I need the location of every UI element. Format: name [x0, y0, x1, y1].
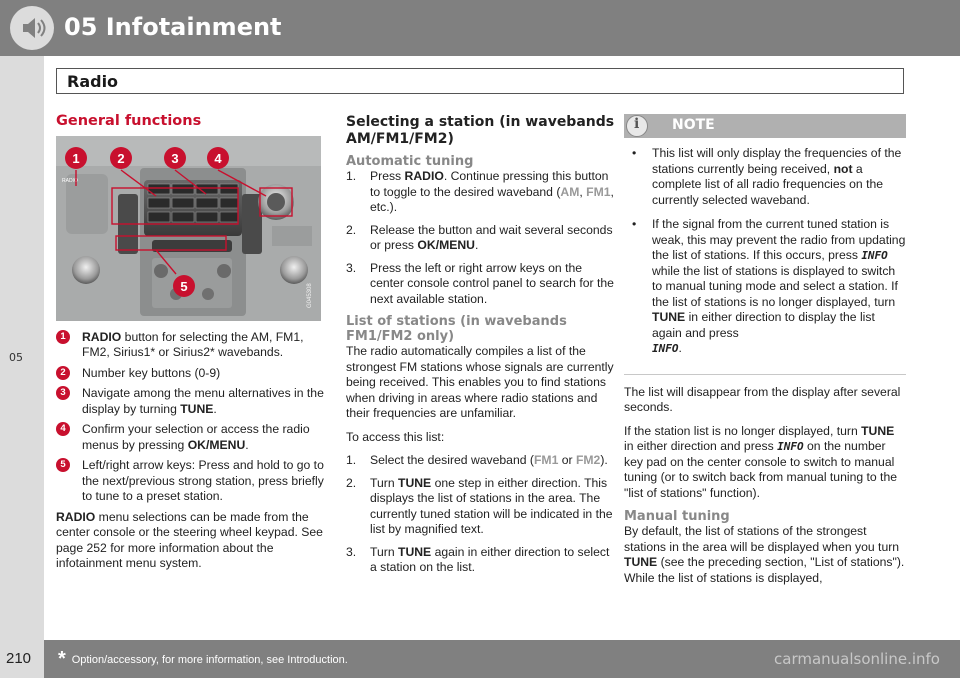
menu-selection-paragraph	[56, 510, 326, 572]
page-number-box	[0, 640, 44, 678]
step-text: Turn	[370, 544, 398, 559]
info-key-icon: INFO	[861, 249, 888, 262]
note-bullets	[624, 146, 906, 357]
step-number: 1.	[346, 453, 357, 467]
list-item	[346, 223, 616, 254]
heading-automatic-tuning: Automatic tuning	[346, 154, 474, 169]
para-text: on the number key pad on the center console to switch to manual tuning (or to switch back from manual tuning to the "list of stations" function).	[624, 439, 898, 500]
callout-list	[56, 330, 326, 505]
waveband-label: FM1	[533, 453, 559, 467]
column-note-and-manual	[624, 114, 906, 594]
item-text: Navigate among the menu alternatives in the display by turning	[82, 386, 324, 416]
chapter-title: 05 Infotainment	[64, 13, 282, 41]
note-header	[624, 114, 906, 138]
callout-badge: 4	[56, 422, 70, 436]
bullet-text: a complete list of all radio frequencies on the currently selected waveband.	[652, 161, 884, 207]
step-text: . Continue pressing this button to toggle to the desired waveband (	[370, 169, 609, 199]
list-item	[56, 330, 326, 361]
step-text: again in either direction to select a station on the list.	[370, 544, 610, 574]
image-code: G045308	[307, 282, 313, 308]
step-number: 3.	[346, 260, 357, 275]
item-text: .	[245, 437, 249, 452]
step-number: 2.	[346, 222, 357, 237]
item-text: Number key buttons (0-9)	[82, 365, 221, 380]
waveband-label: FM2	[575, 453, 601, 467]
item-text: Left/right arrow keys: Press and hold to go to the next/previous strong station, press briefly to tune to a preset station.	[82, 458, 324, 503]
manual-tuning-paragraph	[624, 524, 906, 586]
step-text: ,	[579, 184, 587, 199]
heading-list-of-stations: List of stations (in wavebands FM1/FM2 only)	[346, 314, 567, 344]
bullet-text: in either direction to display the list again and press	[652, 310, 875, 340]
radio-control-panel-photo	[56, 136, 321, 321]
info-icon: i	[626, 115, 648, 137]
para-bold: TUNE	[624, 555, 658, 569]
callout-2: 2	[117, 150, 125, 166]
note-box	[624, 114, 906, 375]
chapter-side-tab	[0, 56, 44, 640]
callout-5: 5	[180, 278, 188, 294]
item-text: button for selecting the AM, FM1, FM2, Sirius1* or Sirius2* wavebands.	[82, 329, 304, 359]
list-of-stations-paragraph: The radio automatically compiles a list of the strongest FM stations whose signals are currently being received. This enables you to find stations when driving in areas where radio stations and their frequencies are unfamiliar.	[346, 344, 614, 420]
footnote-text: Option/accessory, for more information, see Introduction.	[71, 654, 348, 666]
heading-selecting-station: Selecting a station (in wavebands AM/FM1/FM2)	[346, 114, 615, 147]
para-bold: RADIO	[56, 509, 96, 524]
bullet-bold: not	[833, 161, 853, 176]
waveband-label: AM	[560, 184, 580, 199]
page-number: 210	[6, 650, 32, 667]
bullet-text: while the list of stations is displayed to switch to manual tuning mode and select a station. If the list of stations is no longer displayed, turn	[652, 263, 898, 309]
list-item	[56, 386, 326, 417]
para-text: in either direction and press	[624, 439, 778, 453]
page-footer	[0, 640, 960, 678]
list-item	[346, 545, 616, 576]
para-text: menu selections can be made from the center console or the steering wheel keypad. See page 252 for more information about the infotainment menu system.	[56, 509, 323, 570]
list-item	[624, 217, 906, 357]
column-general-functions	[56, 114, 326, 580]
item-bold: TUNE	[180, 401, 214, 416]
heading-manual-tuning: Manual tuning	[624, 509, 730, 524]
access-list-paragraph: To access this list:	[346, 429, 445, 444]
para-text: If the station list is no longer displayed, turn	[624, 423, 862, 438]
column-selecting-station	[346, 114, 616, 583]
step-text: Press the left or right arrow keys on the center console control panel to search for the next available station.	[370, 260, 614, 306]
list-item	[346, 453, 616, 469]
step-number: 2.	[346, 475, 357, 490]
section-title: Radio	[67, 72, 119, 91]
footnote	[58, 648, 348, 671]
step-text: Select the desired waveband (	[370, 453, 534, 467]
callout-4: 4	[214, 150, 222, 166]
bullet-text: .	[678, 341, 682, 355]
step-text: ).	[600, 453, 608, 467]
step-text: Turn	[370, 475, 398, 490]
para-text: By default, the list of stations of the strongest stations in the area will be displayed when you turn	[624, 524, 900, 554]
note-title: NOTE	[672, 117, 715, 133]
callout-badge: 5	[56, 458, 70, 472]
switch-tuning-paragraph	[624, 424, 906, 502]
info-key-icon: INFO	[777, 440, 804, 453]
side-tab-label: 05	[9, 351, 23, 364]
callout-badge: 2	[56, 366, 70, 380]
item-text: Confirm your selection or access the radio menus by pressing	[82, 422, 310, 452]
step-bold: OK/MENU	[417, 238, 475, 252]
item-bold: RADIO	[82, 329, 122, 344]
item-text: .	[213, 401, 217, 416]
callout-1: 1	[72, 150, 80, 166]
step-bold: TUNE	[398, 544, 432, 559]
callout-badge: 1	[56, 330, 70, 344]
bullet-text: If the signal from the current tuned station is weak, this may prevent the radio from updating the list of stations. If this occurs, press	[652, 217, 906, 262]
list-item	[56, 422, 326, 453]
heading-general-functions: General functions	[56, 113, 202, 129]
callout-badge: 3	[56, 386, 70, 400]
step-bold: TUNE	[398, 475, 432, 490]
section-header	[56, 68, 904, 94]
list-disappear-paragraph: The list will disappear from the display after several seconds.	[624, 384, 901, 414]
watermark: carmanualsonline.info	[774, 650, 940, 668]
radio-button-label: RADIO	[62, 177, 78, 184]
automatic-tuning-steps	[346, 169, 616, 307]
list-item	[624, 146, 906, 208]
para-text: (see the preceding section, "List of stations"). While the list of stations is displayed,	[624, 555, 905, 585]
item-bold: OK/MENU	[187, 437, 246, 452]
chapter-header	[0, 0, 960, 56]
footnote-marker: *	[58, 648, 66, 670]
step-number: 3.	[346, 544, 357, 559]
info-key-icon: INFO	[652, 342, 679, 355]
list-item	[56, 458, 326, 505]
step-bold: RADIO	[404, 169, 444, 183]
step-text: one step in either direction. This displays the list of stations in the area. The currently tuned station will be indicated in the list by magnified text.	[370, 475, 613, 536]
bullet-text: This list will only display the frequencies of the stations currently being received,	[652, 146, 902, 176]
step-number: 1.	[346, 169, 357, 183]
callout-3: 3	[171, 150, 179, 166]
para-bold: TUNE	[861, 423, 895, 438]
list-item	[346, 169, 616, 216]
step-text: .	[474, 238, 479, 252]
step-text: Release the button and wait several seconds or press	[370, 222, 613, 252]
access-list-steps	[346, 453, 616, 576]
list-item	[56, 366, 326, 382]
step-text: , etc.).	[370, 184, 614, 214]
step-text: or	[558, 453, 576, 467]
speaker-icon	[10, 6, 54, 50]
list-item	[346, 261, 616, 308]
bullet-bold: TUNE	[652, 310, 686, 324]
list-item	[346, 476, 616, 538]
step-text: Press	[370, 169, 405, 183]
waveband-label: FM1	[586, 184, 611, 199]
